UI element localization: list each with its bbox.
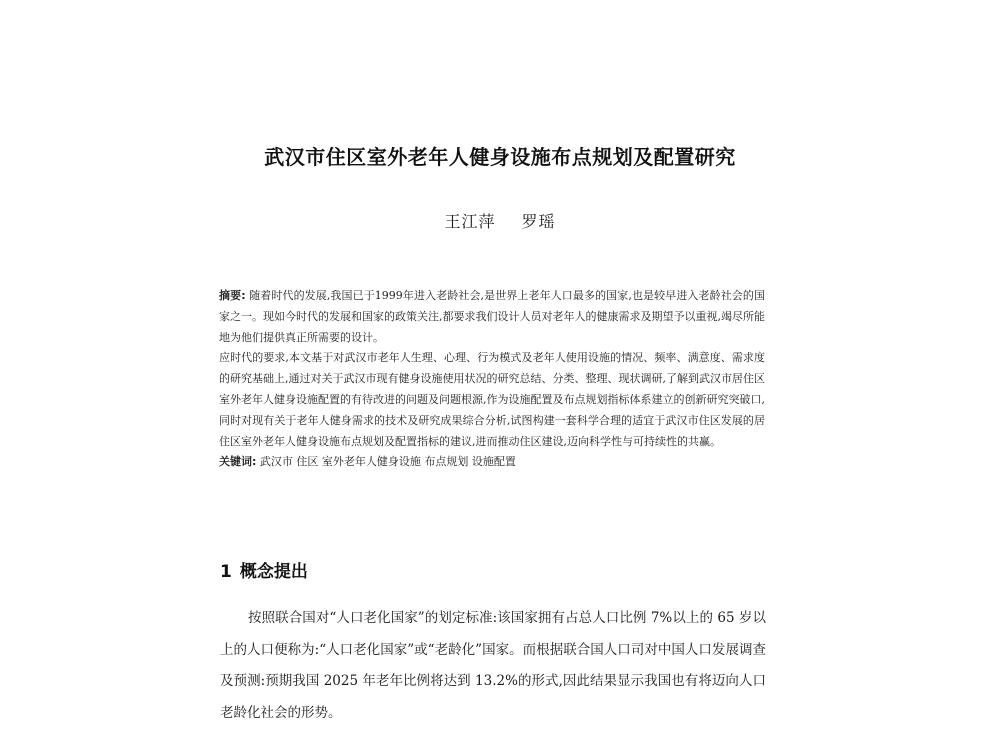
author-name: 王江萍 bbox=[444, 212, 496, 231]
author-line bbox=[0, 209, 1000, 232]
abstract-label: 摘要: bbox=[219, 289, 246, 302]
section-number: 1 bbox=[220, 562, 232, 582]
abstract-block bbox=[219, 286, 765, 473]
section-title: 概念提出 bbox=[239, 562, 308, 582]
abstract-paragraph-1 bbox=[219, 286, 765, 348]
keywords-label: 关键词: bbox=[219, 455, 257, 469]
paper-title: 武汉市住区室外老年人健身设施布点规划及配置研究 bbox=[264, 145, 736, 169]
body-paragraph: 按照联合国对“人口老化国家”的划定标准:该国家拥有占总人口比例 7%以上的 65 岁以上的人口便称为:“人口老化国家”或“老龄化”国家。而根据联合国人口司对中国人口发展调查及预测:预期我国 2025 年老年比例将达到 13.2%的形式,因此结果显示我国也有将迈向人口老龄化社会的形势。 bbox=[220, 610, 766, 721]
keywords-text: 武汉市 住区 室外老年人健身设施 布点规划 设施配置 bbox=[259, 455, 516, 469]
keywords-line bbox=[219, 452, 765, 473]
section-heading bbox=[220, 557, 308, 582]
abstract-text-1: 随着时代的发展,我国已于1999年进入老龄社会,是世界上老年人口最多的国家,也是较早进入老龄社会的国家之一。现如今时代的发展和国家的政策关注,都要求我们设计人员对老年人的健康需求及期望予以重视,竭尽所能地为他们提供真正所需要的设计。 bbox=[219, 289, 765, 344]
author-name: 罗瑶 bbox=[521, 212, 556, 231]
abstract-paragraph-2: 应时代的要求,本文基于对武汉市老年人生理、心理、行为模式及老年人使用设施的情况、频率、满意度、需求度的研究基础上,通过对关于武汉市现有健身设施使用状况的研究总结、分类、整理、现状调研,了解到武汉市居住区室外老年人健身设施配置的有待改进的问题及问题根源,作为设施配置及布点规划指标体系建立的创新研究突破口,同时对现有关于老年人健身需求的技术及研究成果综合分析,试图构建一套科学合理的适宜于武汉市住区发展的居住区室外老年人健身设施布点规划及配置指标的建议,进而推动住区建设,迈向科学性与可持续性的共赢。 bbox=[219, 351, 765, 448]
